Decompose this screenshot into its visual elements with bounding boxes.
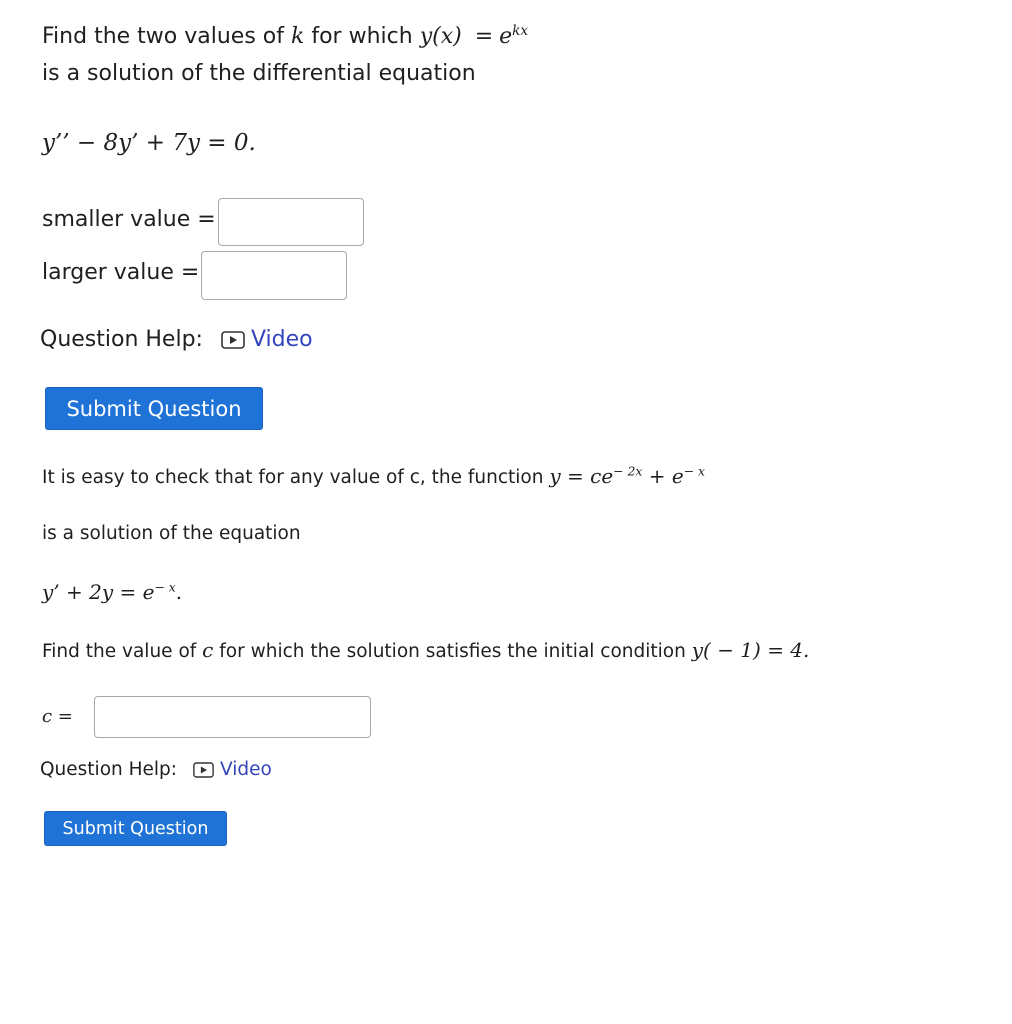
q1-prompt-text: Find the two values of bbox=[42, 24, 284, 49]
q1-exp-base: e bbox=[499, 24, 513, 49]
q1-video-link[interactable] bbox=[221, 327, 313, 352]
q1-prompt-line2: is a solution of the differential equation bbox=[42, 61, 476, 86]
q2-help-label: Question Help: bbox=[40, 759, 178, 780]
q2-find-text-2: for which the solution satisfies the initial condition bbox=[219, 641, 686, 662]
q2-find-text: Find the value of bbox=[42, 641, 197, 662]
q1-equals: = bbox=[474, 24, 494, 49]
q2-video-label: Video bbox=[220, 759, 272, 780]
q1-prompt-text-2: for which bbox=[311, 24, 413, 49]
q2-line2: is a solution of the equation bbox=[42, 523, 301, 544]
q2-var-c: c bbox=[202, 638, 214, 662]
q2-intro-line bbox=[42, 464, 705, 488]
q2-equation bbox=[42, 580, 182, 604]
q1-smaller-label: smaller value = bbox=[42, 207, 216, 232]
larger-value-input[interactable] bbox=[201, 251, 347, 300]
q2-question-help bbox=[40, 759, 272, 780]
q2-video-link[interactable] bbox=[193, 759, 272, 780]
q1-exponent: kx bbox=[512, 22, 529, 39]
q2-func-exp1: − 2x bbox=[613, 463, 643, 479]
q2-eq-end: . bbox=[175, 580, 183, 604]
q1-prompt-line1 bbox=[42, 24, 528, 49]
q2-eq-exp: − x bbox=[154, 579, 176, 595]
c-value-input[interactable] bbox=[94, 696, 371, 738]
q1-video-label: Video bbox=[250, 327, 313, 352]
video-icon bbox=[193, 762, 214, 778]
q2-eq-lhs: y’ + 2y = e bbox=[42, 580, 155, 604]
q1-var-k: k bbox=[291, 24, 305, 49]
q2-find-line bbox=[42, 638, 809, 662]
q1-differential-equation: y’’ − 8y’ + 7y = 0. bbox=[42, 130, 256, 156]
q2-func-exp2: − x bbox=[683, 463, 705, 479]
q2-function bbox=[549, 464, 705, 488]
q2-c-label: c = bbox=[42, 706, 73, 727]
q2-func-lhs: y = ce bbox=[549, 464, 614, 488]
q2-func-plus: + e bbox=[642, 464, 684, 488]
smaller-value-input[interactable] bbox=[218, 198, 364, 246]
q1-func-y: y(x) bbox=[419, 24, 462, 49]
q1-submit-button[interactable]: Submit Question bbox=[45, 387, 263, 430]
q1-help-label: Question Help: bbox=[40, 327, 203, 352]
video-icon bbox=[221, 331, 245, 349]
q1-larger-label: larger value = bbox=[42, 260, 200, 285]
q2-submit-button[interactable]: Submit Question bbox=[44, 811, 227, 846]
q1-question-help bbox=[40, 327, 313, 352]
q2-initial-condition: y( − 1) = 4. bbox=[691, 638, 810, 662]
q2-intro-text: It is easy to check that for any value of c, the function bbox=[42, 467, 544, 488]
